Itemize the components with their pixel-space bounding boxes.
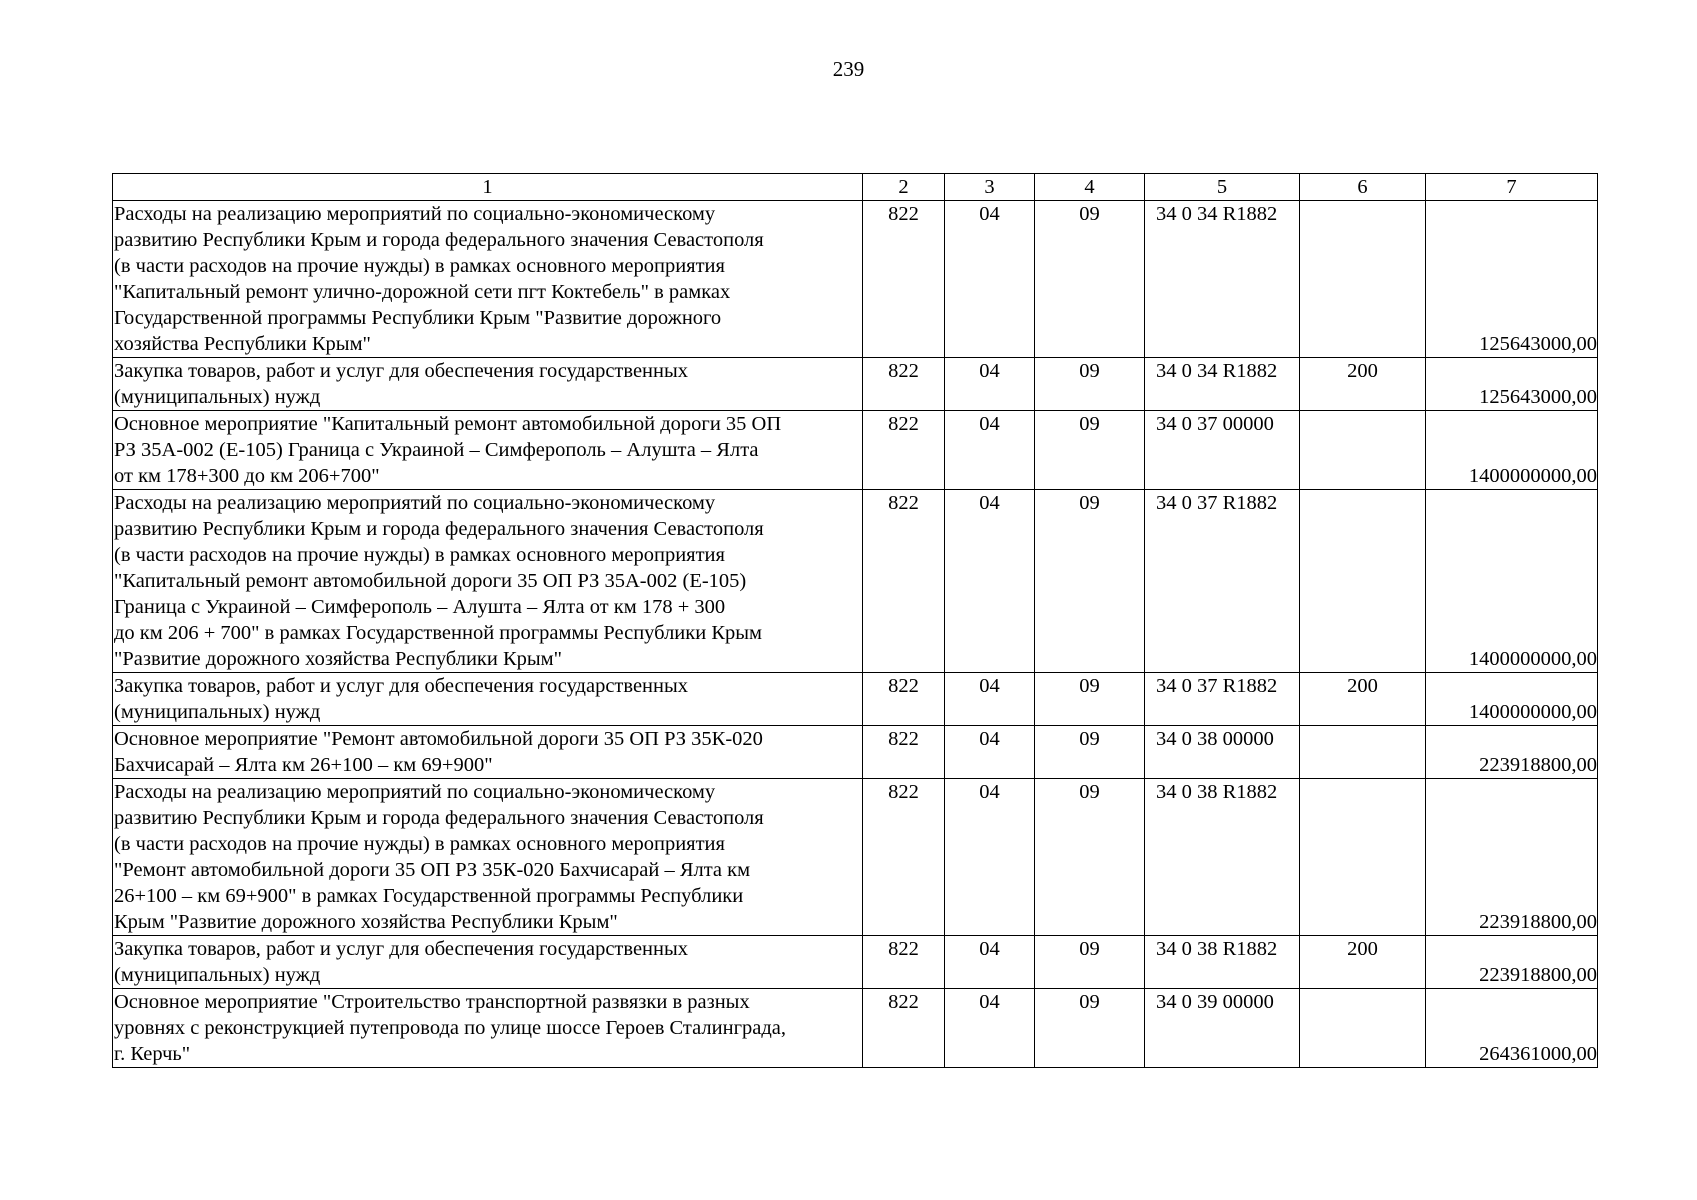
row-code-2: 822: [863, 490, 945, 673]
row-description: [113, 673, 863, 726]
row-amount: 223918800,00: [1426, 726, 1598, 779]
row-target-code: 34 0 38 00000: [1145, 726, 1300, 779]
page-number: 239: [832, 57, 865, 81]
column-header-1: 1: [113, 174, 863, 201]
row-expense-type: [1300, 779, 1426, 936]
row-expense-type: [1300, 490, 1426, 673]
row-description: [113, 358, 863, 411]
table-row: [113, 490, 1598, 673]
column-header-5: 5: [1145, 174, 1300, 201]
row-target-code: 34 0 37 R1882: [1145, 490, 1300, 673]
row-amount: 125643000,00: [1426, 201, 1598, 358]
row-description: [113, 989, 863, 1068]
row-description-text: Основное мероприятие "Капитальный ремонт автомобильной дороги 35 ОП РЗ 35А-002 (Е-105) Граница с Украиной – Симферополь – Алушта – Ялта от км 178+300 до км 206+700": [114, 413, 782, 487]
table-row: [113, 936, 1598, 989]
row-description: [113, 726, 863, 779]
row-code-4: 09: [1035, 201, 1145, 358]
column-header-4: 4: [1035, 174, 1145, 201]
column-header-3: 3: [945, 174, 1035, 201]
row-description-text: Расходы на реализацию мероприятий по социально-экономическому развитию Республики Крым и города федерального значения Севастополя (в части расходов на прочие нужды) в рамках основного мероприятия "Ремонт автомобильной дороги 35 ОП РЗ 35К-020 Бахчисарай – Ялта км 26+100 – км 69+900" в рамках Государственной программы Республики Крым "Развитие дорожного хозяйства Республики Крым": [114, 781, 764, 933]
row-description-text: Закупка товаров, работ и услуг для обеспечения государственных (муниципальных) нужд: [114, 360, 689, 408]
row-amount: 125643000,00: [1426, 358, 1598, 411]
row-target-code: 34 0 37 R1882: [1145, 673, 1300, 726]
row-amount: 1400000000,00: [1426, 673, 1598, 726]
row-code-4: 09: [1035, 673, 1145, 726]
row-code-3: 04: [945, 989, 1035, 1068]
row-code-3: 04: [945, 936, 1035, 989]
table-row: [113, 989, 1598, 1068]
table-row: [113, 673, 1598, 726]
budget-table: [112, 173, 1598, 1068]
row-code-4: 09: [1035, 358, 1145, 411]
row-description-text: Расходы на реализацию мероприятий по социально-экономическому развитию Республики Крым и города федерального значения Севастополя (в части расходов на прочие нужды) в рамках основного мероприятия "Капитальный ремонт улично-дорожной сети пгт Коктебель" в рамках Государственной программы Республики Крым "Развитие дорожного хозяйства Республики Крым": [114, 203, 764, 355]
row-code-2: 822: [863, 411, 945, 490]
row-expense-type: [1300, 989, 1426, 1068]
row-code-2: 822: [863, 989, 945, 1068]
table-row: [113, 411, 1598, 490]
row-amount: 223918800,00: [1426, 779, 1598, 936]
row-code-4: 09: [1035, 936, 1145, 989]
row-description: [113, 201, 863, 358]
column-header-6: 6: [1300, 174, 1426, 201]
row-code-3: 04: [945, 201, 1035, 358]
row-target-code: 34 0 34 R1882: [1145, 358, 1300, 411]
row-description: [113, 411, 863, 490]
row-expense-type: 200: [1300, 673, 1426, 726]
row-description: [113, 936, 863, 989]
row-code-2: 822: [863, 673, 945, 726]
row-code-2: 822: [863, 201, 945, 358]
row-target-code: 34 0 39 00000: [1145, 989, 1300, 1068]
row-amount: 264361000,00: [1426, 989, 1598, 1068]
table-row: [113, 358, 1598, 411]
row-code-4: 09: [1035, 989, 1145, 1068]
row-code-4: 09: [1035, 726, 1145, 779]
table-row: [113, 726, 1598, 779]
row-description: [113, 490, 863, 673]
row-amount: 223918800,00: [1426, 936, 1598, 989]
row-code-4: 09: [1035, 411, 1145, 490]
row-description-text: Расходы на реализацию мероприятий по социально-экономическому развитию Республики Крым и города федерального значения Севастополя (в части расходов на прочие нужды) в рамках основного мероприятия "Капитальный ремонт автомобильной дороги 35 ОП РЗ 35А-002 (Е-105) Граница с Украиной – Симферополь – Алушта – Ялта от км 178 + 300 до км 206 + 700" в рамках Государственной программы Республики Крым "Развитие дорожного хозяйства Республики Крым": [114, 492, 764, 670]
row-expense-type: 200: [1300, 936, 1426, 989]
row-code-4: 09: [1035, 490, 1145, 673]
row-code-3: 04: [945, 779, 1035, 936]
table-row: [113, 779, 1598, 936]
row-code-3: 04: [945, 490, 1035, 673]
row-expense-type: [1300, 411, 1426, 490]
row-code-3: 04: [945, 411, 1035, 490]
column-header-2: 2: [863, 174, 945, 201]
row-code-2: 822: [863, 936, 945, 989]
row-expense-type: 200: [1300, 358, 1426, 411]
row-expense-type: [1300, 201, 1426, 358]
table-header-row: [113, 174, 1598, 201]
table-row: [113, 201, 1598, 358]
row-description-text: Закупка товаров, работ и услуг для обеспечения государственных (муниципальных) нужд: [114, 675, 689, 723]
row-code-3: 04: [945, 358, 1035, 411]
row-code-4: 09: [1035, 779, 1145, 936]
row-amount: 1400000000,00: [1426, 411, 1598, 490]
row-target-code: 34 0 37 00000: [1145, 411, 1300, 490]
column-header-7: 7: [1426, 174, 1598, 201]
row-description-text: Основное мероприятие "Строительство транспортной развязки в разных уровнях с реконструкцией путепровода по улице шоссе Героев Сталинграда, г. Керчь": [114, 991, 786, 1065]
row-description-text: Основное мероприятие "Ремонт автомобильной дороги 35 ОП РЗ 35К-020 Бахчисарай – Ялта км 26+100 – км 69+900": [114, 728, 763, 776]
row-description-text: Закупка товаров, работ и услуг для обеспечения государственных (муниципальных) нужд: [114, 938, 689, 986]
row-code-2: 822: [863, 358, 945, 411]
row-amount: 1400000000,00: [1426, 490, 1598, 673]
row-target-code: 34 0 38 R1882: [1145, 779, 1300, 936]
row-code-3: 04: [945, 726, 1035, 779]
row-code-2: 822: [863, 779, 945, 936]
row-target-code: 34 0 38 R1882: [1145, 936, 1300, 989]
row-code-2: 822: [863, 726, 945, 779]
row-target-code: 34 0 34 R1882: [1145, 201, 1300, 358]
row-code-3: 04: [945, 673, 1035, 726]
row-description: [113, 779, 863, 936]
row-expense-type: [1300, 726, 1426, 779]
